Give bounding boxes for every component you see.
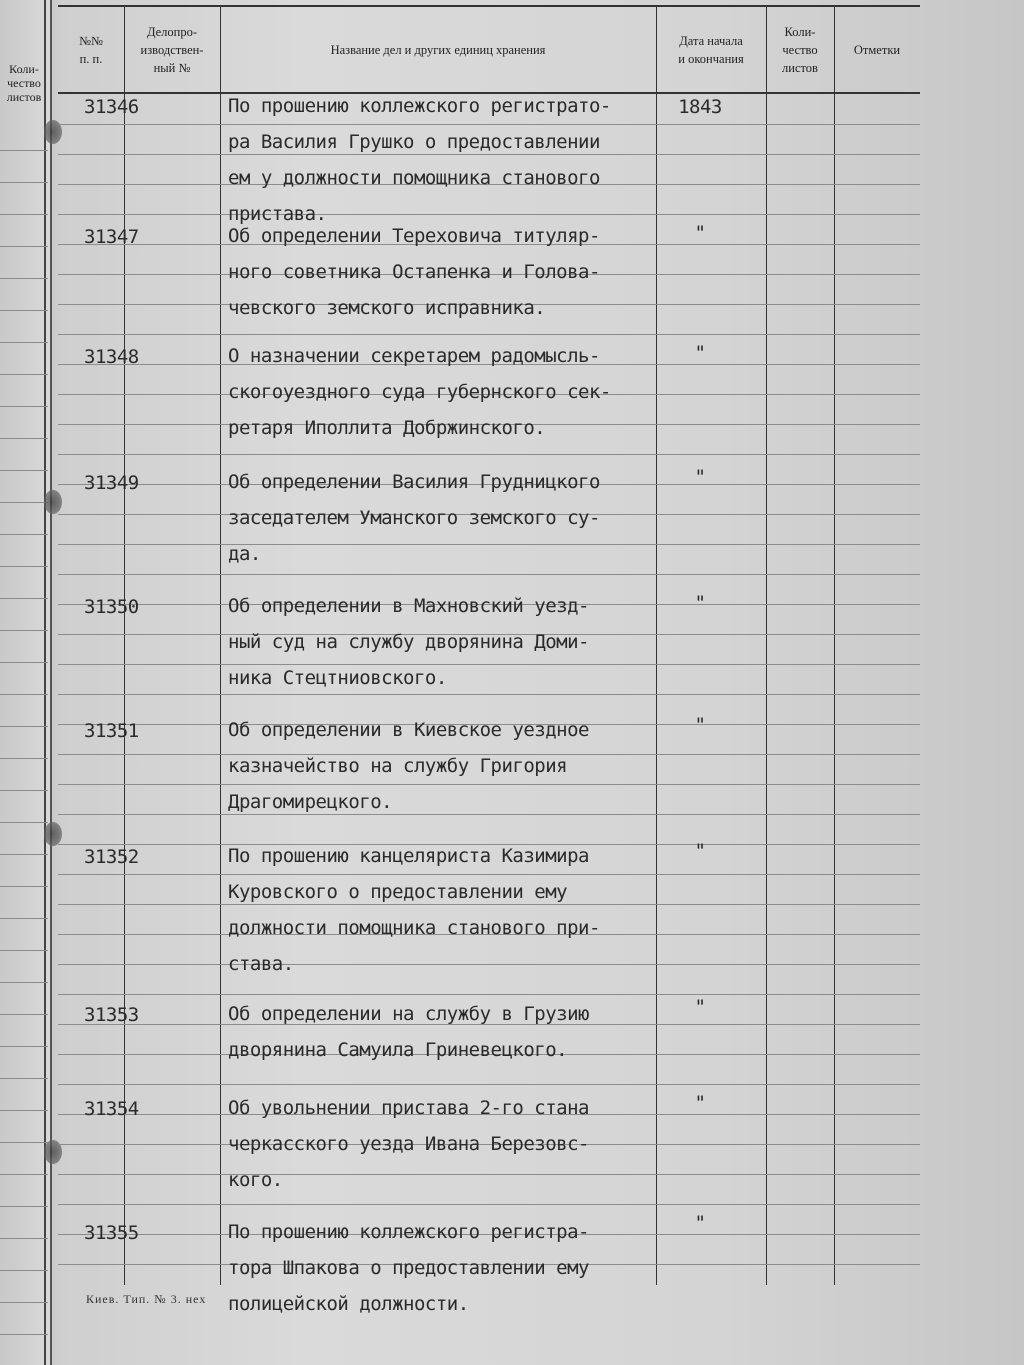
row-number: 31350 <box>84 596 139 618</box>
row-date: " <box>694 714 706 736</box>
ruled-line <box>0 246 48 247</box>
ruled-line <box>0 758 48 759</box>
ruled-line <box>0 630 48 631</box>
ruled-line <box>0 726 48 727</box>
row-number: 31351 <box>84 720 139 742</box>
header-case-number: Делопро- изводствен- ный № <box>140 25 204 75</box>
ruled-line <box>0 982 48 983</box>
ruled-line <box>0 598 48 599</box>
row-date: 1843 <box>678 96 722 118</box>
row-description: Об увольнении пристава 2-го стана черкасского уезда Ивана Березовс- кого. <box>228 1097 589 1191</box>
row-date: " <box>694 840 706 862</box>
ruled-line <box>0 1238 48 1239</box>
ruled-line <box>0 694 48 695</box>
column-divider <box>124 5 125 1285</box>
table-top-border <box>58 5 920 7</box>
adjacent-page-edge <box>0 0 52 1365</box>
row-date: " <box>694 342 706 364</box>
ruled-line <box>58 574 920 575</box>
header-notes: Отметки <box>853 43 901 57</box>
row-number: 31352 <box>84 846 139 868</box>
ruled-line <box>0 1046 48 1047</box>
row-number: 31348 <box>84 346 139 368</box>
row-number: 31353 <box>84 1004 139 1026</box>
row-description: Об определении на службу в Грузию дворянина Самуила Гриневецкого. <box>228 1003 589 1061</box>
row-date: " <box>694 592 706 614</box>
row-description: По прошению канцеляриста Казимира Куровского о предоставлении ему должности помощника станового при- става. <box>228 845 600 975</box>
ruled-line <box>0 342 48 343</box>
ruled-line <box>0 534 48 535</box>
ruled-line <box>0 1174 48 1175</box>
inventory-page <box>58 0 1024 1365</box>
row-description: По прошению коллежского регистра- тора Шпакова о предоставлении ему полицейской должности. <box>228 1221 589 1315</box>
ruled-line <box>58 1204 920 1205</box>
ruled-line <box>0 950 48 951</box>
ruled-line <box>0 406 48 407</box>
ruled-line <box>0 918 48 919</box>
ruled-line <box>0 1302 48 1303</box>
row-date: " <box>694 996 706 1018</box>
ruled-line <box>0 566 48 567</box>
row-description: Об определении в Махновский уезд- ный суд на службу дворянина Доми- ника Стецтниовского. <box>228 595 589 689</box>
ruled-line <box>0 278 48 279</box>
ruled-line <box>0 502 48 503</box>
ruled-line <box>58 994 920 995</box>
adjacent-page-header: Коли- чество листов <box>6 62 42 104</box>
ruled-line <box>58 1084 920 1085</box>
row-number: 31346 <box>84 96 139 118</box>
row-description: Об определении Василия Грудницкого заседателем Уманского земского су- да. <box>228 471 600 565</box>
row-description: Об определении в Киевское уездное казначейство на службу Григория Драгомирецкого. <box>228 719 589 813</box>
ruled-line <box>0 854 48 855</box>
ruled-line <box>0 310 48 311</box>
printer-imprint: Киев. Тип. № 3. нех <box>86 1292 207 1306</box>
column-divider <box>766 5 767 1285</box>
row-description: По прошению коллежского регистрато- ра Василия Грушко о предоставлении ем у должности помощника станового пристава. <box>228 95 611 225</box>
row-description: Об определении Тереховича титуляр- ного советника Остапенка и Голова- чевского земского исправника. <box>228 225 600 319</box>
header-dates: Дата начала и окончания <box>678 34 744 66</box>
ruled-line <box>0 214 48 215</box>
row-number: 31349 <box>84 472 139 494</box>
ruled-line <box>0 822 48 823</box>
ruled-line <box>0 374 48 375</box>
row-date: " <box>694 1212 706 1234</box>
ruled-line <box>0 1270 48 1271</box>
row-date: " <box>694 466 706 488</box>
row-number: 31347 <box>84 226 139 248</box>
row-date: " <box>694 222 706 244</box>
row-date: " <box>694 1092 706 1114</box>
ruled-line <box>0 1334 48 1335</box>
ruled-line <box>0 662 48 663</box>
ruled-line <box>0 790 48 791</box>
ruled-line <box>0 1078 48 1079</box>
ruled-line <box>0 1206 48 1207</box>
row-description: О назначении секретарем радомысль- скогоуездного суда губернского сек- ретаря Иполлита Добржинского. <box>228 345 611 439</box>
header-title: Название дел и других единиц хранения <box>330 43 546 57</box>
header-number: №№ п. п. <box>79 34 103 66</box>
column-divider <box>834 5 835 1285</box>
ruled-line <box>0 182 48 183</box>
ruled-line <box>58 334 920 335</box>
row-number: 31354 <box>84 1098 139 1120</box>
ruled-line <box>0 1014 48 1015</box>
column-divider <box>220 5 221 1285</box>
ruled-line <box>0 150 48 151</box>
ruled-line <box>0 886 48 887</box>
ruled-line <box>58 454 920 455</box>
ruled-line <box>0 1110 48 1111</box>
ruled-line <box>0 1142 48 1143</box>
row-number: 31355 <box>84 1222 139 1244</box>
ruled-line <box>0 470 48 471</box>
ruled-line <box>0 438 48 439</box>
header-sheet-count: Коли- чество листов <box>782 25 818 75</box>
